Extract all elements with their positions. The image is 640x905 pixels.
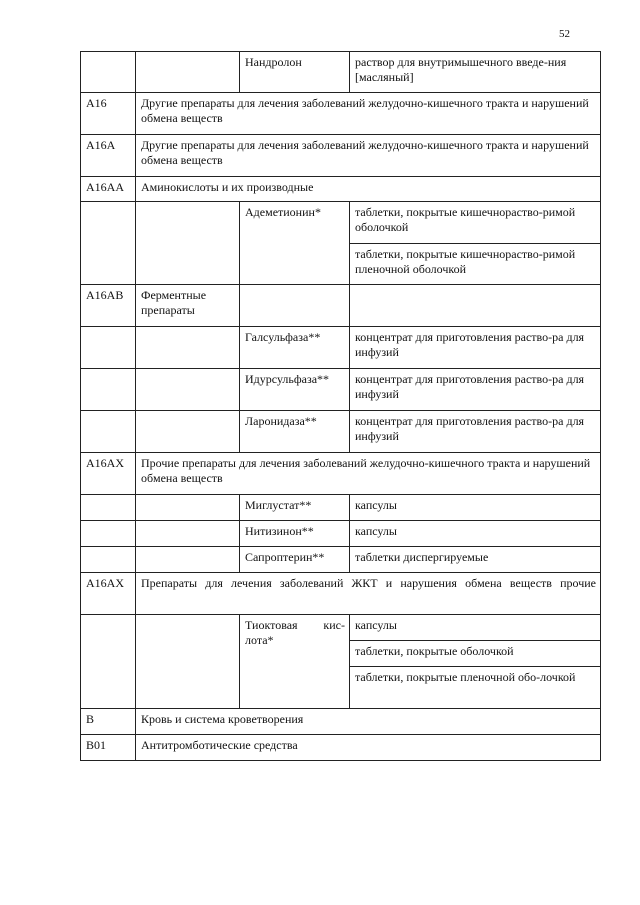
code-cell (81, 369, 136, 411)
dosage-form: таблетки, покрытые кишечнораство-римой оболочкой (350, 202, 601, 244)
group-description: Другие препараты для лечения заболеваний желудочно-кишечного тракта и нарушений обмена веществ (136, 93, 601, 135)
desc-cell (136, 411, 240, 453)
dosage-form: таблетки диспергируемые (350, 547, 601, 573)
desc-cell (136, 52, 240, 93)
group-description: Другие препараты для лечения заболеваний желудочно-кишечного тракта и нарушений обмена веществ (136, 135, 601, 177)
group-description: Препараты для лечения заболеваний ЖКТ и нарушения обмена веществ прочие (136, 573, 601, 615)
code-cell (81, 547, 136, 573)
group-description: Аминокислоты и их производные (136, 177, 601, 202)
table-row (81, 735, 601, 761)
table-row (81, 453, 601, 495)
drug-classification-table (80, 51, 601, 761)
table-row (81, 615, 601, 641)
code-cell (81, 521, 136, 547)
code-cell (81, 495, 136, 521)
drug-name: Идурсульфаза** (240, 369, 350, 411)
group-description: Прочие препараты для лечения заболеваний желудочно-кишечного тракта и нарушений обмена веществ (136, 453, 601, 495)
table-row (81, 547, 601, 573)
drug-name: Сапроптерин** (240, 547, 350, 573)
desc-cell (136, 615, 240, 709)
table-row (81, 573, 601, 615)
dosage-form: капсулы (350, 615, 601, 641)
group-description: Кровь и система кроветворения (136, 709, 601, 735)
drug-name (240, 285, 350, 327)
page-number: 52 (559, 28, 570, 40)
desc-cell (136, 547, 240, 573)
table-row (81, 411, 601, 453)
dosage-form: таблетки, покрытые пленочной обо-лочкой (350, 667, 601, 709)
table-row (81, 202, 601, 244)
table-row (81, 177, 601, 202)
drug-name: Галсульфаза** (240, 327, 350, 369)
table-row (81, 93, 601, 135)
group-description: Ферментные препараты (136, 285, 240, 327)
code-cell (81, 327, 136, 369)
drug-name: Тиоктовая кис-лота* (240, 615, 350, 709)
desc-cell (136, 495, 240, 521)
drug-name: Нандролон (240, 52, 350, 93)
dosage-form: таблетки, покрытые оболочкой (350, 641, 601, 667)
table-row (81, 135, 601, 177)
table-row (81, 285, 601, 327)
table-row (81, 521, 601, 547)
table-row (81, 327, 601, 369)
dosage-form: капсулы (350, 495, 601, 521)
desc-cell (136, 327, 240, 369)
atc-code: A16 (81, 93, 136, 135)
desc-cell (136, 369, 240, 411)
dosage-form: концентрат для приготовления раство-ра для инфузий (350, 369, 601, 411)
atc-code: B01 (81, 735, 136, 761)
dosage-form: капсулы (350, 521, 601, 547)
atc-code: A16AX (81, 573, 136, 615)
dosage-form: раствор для внутримышечного введе-ния [масляный] (350, 52, 601, 93)
drug-name: Миглустат** (240, 495, 350, 521)
code-cell (81, 615, 136, 709)
drug-name: Ларонидаза** (240, 411, 350, 453)
atc-code: A16AX (81, 453, 136, 495)
drug-name: Адеметионин* (240, 202, 350, 285)
code-cell (81, 202, 136, 285)
dosage-form (350, 285, 601, 327)
code-cell (81, 411, 136, 453)
dosage-form: концентрат для приготовления раство-ра для инфузий (350, 327, 601, 369)
table-row (81, 709, 601, 735)
code-cell (81, 52, 136, 93)
atc-code: B (81, 709, 136, 735)
drug-name: Нитизинон** (240, 521, 350, 547)
dosage-form: концентрат для приготовления раство-ра для инфузий (350, 411, 601, 453)
table-row (81, 52, 601, 93)
dosage-form: таблетки, покрытые кишечнораство-римой пленочной оболочкой (350, 244, 601, 285)
atc-code: A16AA (81, 177, 136, 202)
group-description: Антитромботические средства (136, 735, 601, 761)
table-row (81, 369, 601, 411)
atc-code: A16A (81, 135, 136, 177)
desc-cell (136, 202, 240, 285)
atc-code: A16AB (81, 285, 136, 327)
desc-cell (136, 521, 240, 547)
table-row (81, 495, 601, 521)
